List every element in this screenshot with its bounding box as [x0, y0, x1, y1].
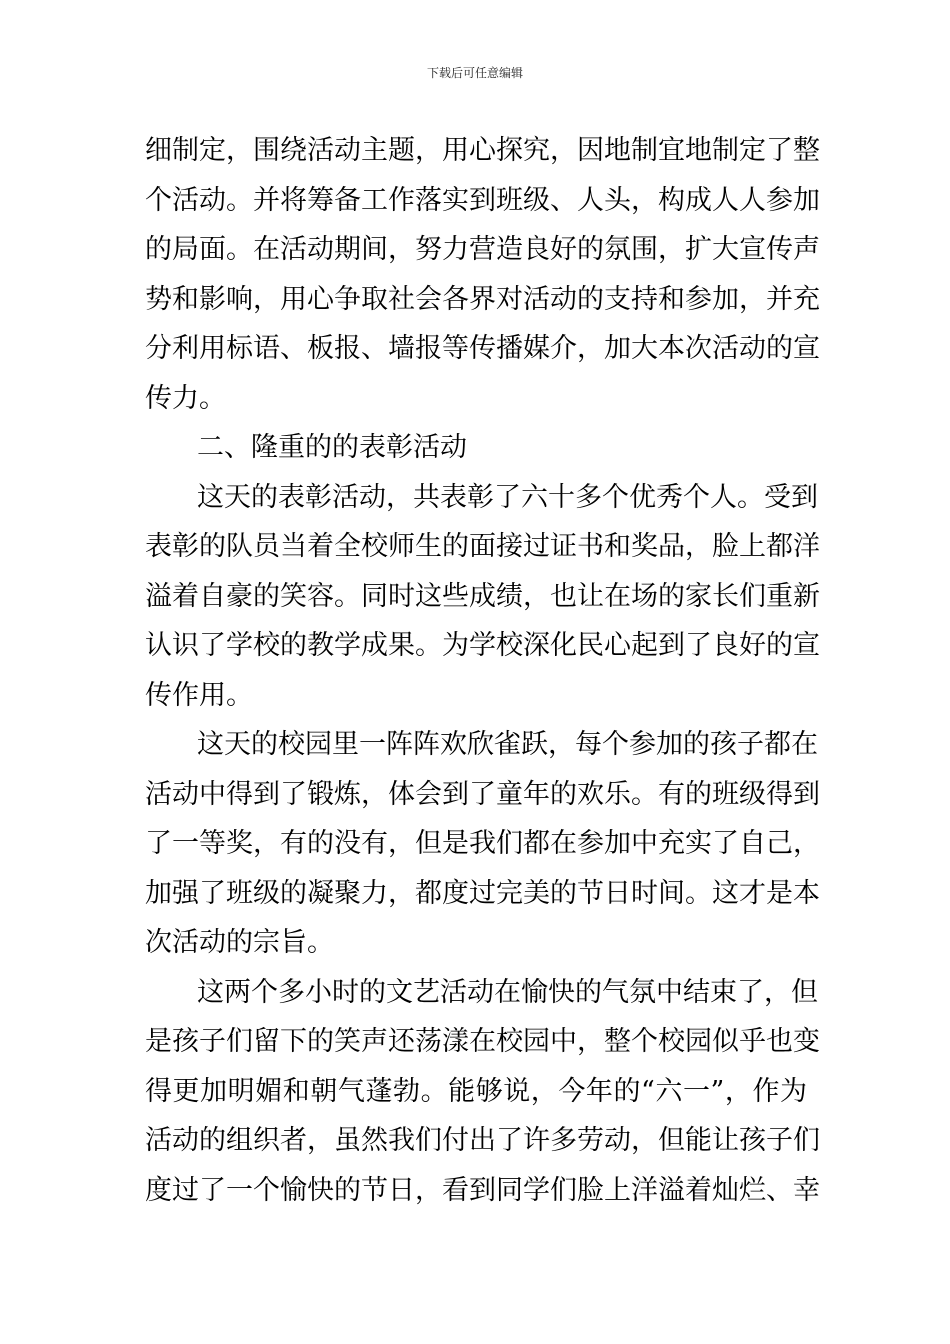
text-line: 二、隆重的的表彰活动 — [197, 432, 467, 463]
text-line: 度过了一个愉快的节日，看到同学们脸上洋溢着灿烂、幸 — [145, 1174, 820, 1206]
text-line: 认识了学校的教学成果。为学校深化民心起到了良好的宣 — [145, 630, 820, 661]
text-line: 传作用。 — [145, 679, 253, 711]
text-line: 活动中得到了锻炼，体会到了童年的欢乐。有的班级得到 — [145, 778, 820, 810]
text-line: 这天的校园里一阵阵欢欣雀跃，每个参加的孩子都在 — [197, 729, 818, 760]
text-line: 细制定，围绕活动主题，用心探究，因地制宜地制定了整 — [145, 135, 820, 166]
text-line: 的局面。在活动期间，努力营造良好的氛围，扩大宣传声 — [145, 234, 820, 265]
text-line: 得更加明媚和朝气蓬勃。能够说，今年的“六一”，作为 — [145, 1075, 807, 1107]
document-body — [145, 126, 820, 1215]
text-line: 活动的组织者，虽然我们付出了许多劳动，但能让孩子们 — [145, 1125, 820, 1156]
text-line: 这两个多小时的文艺活动在愉快的气氛中结束了，但 — [197, 976, 818, 1008]
text-line: 分利用标语、板报、墙报等传播媒介，加大本次活动的宣 — [145, 333, 820, 364]
text-line: 是孩子们留下的笑声还荡漾在校园中，整个校园似乎也变 — [145, 1026, 820, 1057]
text-line: 这天的表彰活动，共表彰了六十多个优秀个人。受到 — [197, 481, 818, 513]
text-line: 了一等奖，有的没有，但是我们都在参加中充实了自己， — [145, 828, 820, 859]
text-line: 势和影响，用心争取社会各界对活动的支持和参加，并充 — [145, 283, 820, 315]
page-header-note: 下载后可任意编辑 — [426, 66, 523, 80]
text-line: 加强了班级的凝聚力，都度过完美的节日时间。这才是本 — [145, 877, 820, 909]
text-line: 溢着自豪的笑容。同时这些成绩，也让在场的家长们重新 — [145, 580, 820, 612]
text-line: 表彰的队员当着全校师生的面接过证书和奖品，脸上都洋 — [145, 531, 820, 562]
text-line: 个活动。并将筹备工作落实到班级、人头，构成人人参加 — [145, 184, 820, 216]
text-line: 次活动的宗旨。 — [145, 927, 334, 958]
text-line: 传力。 — [145, 382, 226, 414]
